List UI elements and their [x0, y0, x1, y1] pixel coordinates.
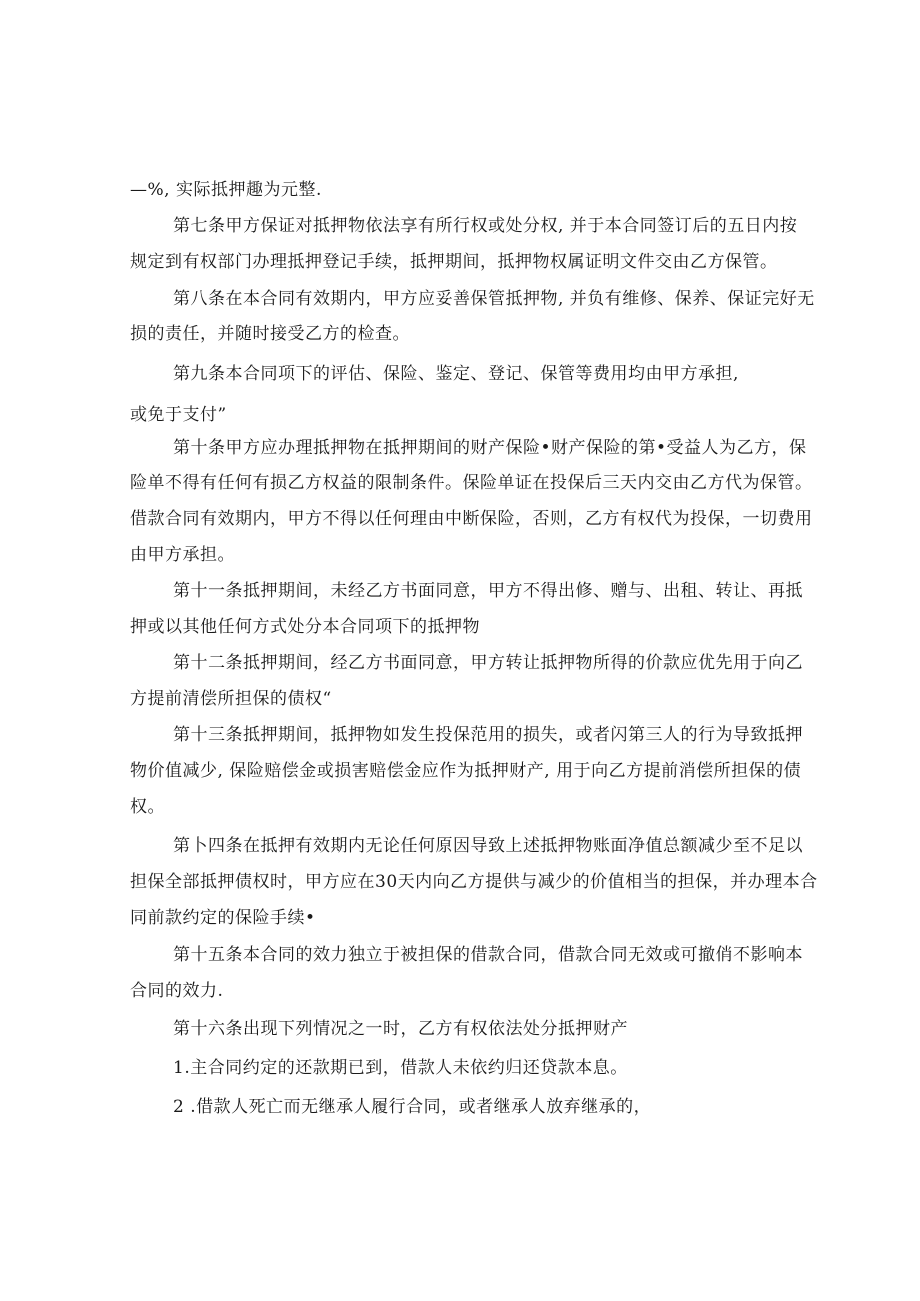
- article-9-line: 第九条本合同项下的评估、保险、鉴定、登记、保管等费用均由甲方承担,: [173, 364, 739, 384]
- text-line: 同前款约定的保险手续•: [130, 908, 316, 928]
- list-item-2: 2 .借款人死亡而无继承人履行合同，或者继承人放弃继承的，: [173, 1097, 652, 1117]
- text-line: 由甲方承担。: [130, 545, 235, 565]
- article-12-line: 第十二条抵押期间，经乙方书面同意，甲方转让抵押物所得的价款应优先用于向乙: [173, 653, 803, 673]
- article-8-line: 第八条在本合同有效期内，甲方应妥善保管抵押物, 并负有维修、保养、保证完好无: [173, 289, 815, 309]
- article-11-line: 第十一条抵押期间，未经乙方书面同意，甲方不得出修、赠与、出租、转让、再抵: [173, 581, 803, 601]
- text-line: 物价值减少, 保险赔偿金或损害赔偿金应作为抵押财产, 用于向乙方提前消偿所担保的债: [130, 761, 802, 781]
- list-item-1: 1.主合同约定的还款期已到，借款人未依约归还贷款本息。: [173, 1058, 628, 1078]
- article-16-line: 第十六条出现下列情况之一时，乙方有权依法处分抵押财产: [173, 1019, 628, 1039]
- article-10-line: 第十条甲方应办理抵押物在抵押期间的财产保险•财产保险的第•受益人为乙方，保: [173, 438, 807, 458]
- text-line: 方提前清偿所担保的债权“: [130, 689, 332, 709]
- text-line: 或免于支付”: [130, 405, 227, 425]
- article-13-line: 第十三条抵押期间，抵押物如发生投保范用的损失，或者闪第三人的行为导致抵押: [173, 725, 803, 745]
- text-line: 权。: [130, 797, 165, 817]
- article-7-line: 第七条甲方保证对抵押物依法享有所行权或处分权, 并于本合同签订后的五日内按: [173, 216, 798, 236]
- text-line: —%, 实际抵押趣为元整.: [130, 180, 322, 200]
- text-line: 押或以其他任何方式处分本合同项下的抵押物: [130, 617, 480, 637]
- article-15-line: 第十五条本合同的效力独立于被担保的借款合同，借款合同无效或可撤俏不影响本: [173, 945, 803, 965]
- text-line: 规定到有权部门办理抵押登记手续，抵押期间，抵押物权属证明文件交由乙方保管。: [130, 252, 778, 272]
- article-14-line: 第卜四条在抵押有效期内无论任何原因导致上述抵押物账面净值总额减少至不足以: [173, 836, 803, 856]
- text-line: 担保全部抵押债权时，甲方应在30天内向乙方提供与减少的价值相当的担保，并办理本合: [130, 872, 818, 892]
- text-line: 借款合同有效期内，甲方不得以任何理由中断保险，否则，乙方有权代为投保，一切费用: [130, 509, 813, 529]
- text-line: 险单不得有任何有损乙方权益的限制条件。保险单证在投保后三天内交由乙方代为保管。: [130, 473, 813, 493]
- text-line: 合同的效力.: [130, 981, 224, 1001]
- text-line: 损的责任，并随时接受乙方的检查。: [130, 324, 410, 344]
